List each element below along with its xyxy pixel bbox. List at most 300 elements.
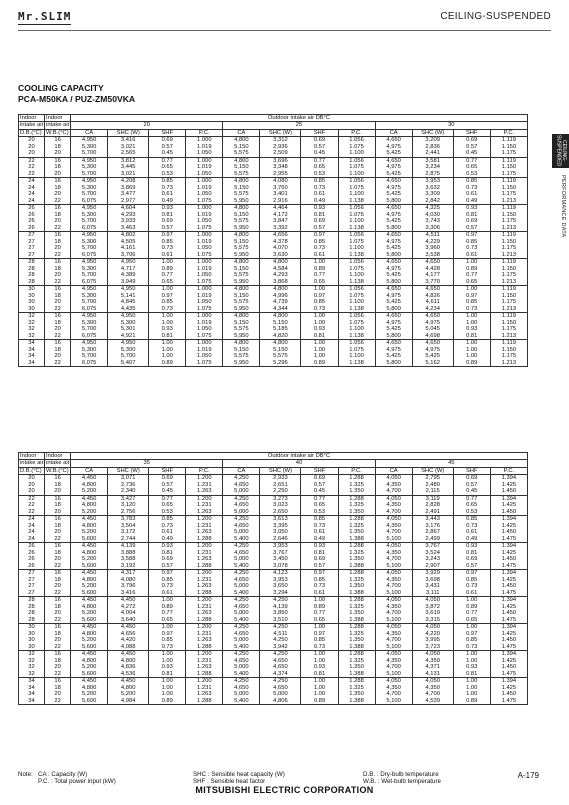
table-cell: 1.00 [149,353,186,360]
table-cell: 1.200 [186,624,223,631]
table-row [19,475,528,482]
table-cell: 4,975 [375,320,412,327]
table-cell: 3,477 [108,191,149,198]
table-cell: 4,293 [108,212,149,219]
table-cell: 4,700 [412,691,453,698]
table-cell: 3,619 [412,610,453,617]
table-cell: 2,509 [260,150,301,157]
table-cell: 0.61 [301,590,338,597]
table-cell: 5,600 [71,590,108,597]
table-cell: 4,250 [223,495,260,502]
table-cell: 4,378 [260,239,301,246]
table-cell: 28 [19,617,45,624]
table-cell: 1.050 [186,191,223,198]
header-col: SHF [453,467,490,474]
table-cell: 3,524 [412,550,453,557]
table-cell: 28 [19,597,45,604]
table-cell: 3,850 [260,610,301,617]
table-cell: 1.075 [186,306,223,313]
table-cell: 1.388 [338,698,375,705]
table-cell: 1.100 [338,299,375,306]
table-cell: 4,800 [223,340,260,347]
table-cell: 0.85 [149,178,186,185]
table-cell: 0.61 [301,191,338,198]
table-cell: 4,800 [223,286,260,293]
table-cell: 4,950 [71,313,108,320]
table-cell: 0.69 [149,475,186,482]
table-cell: 3,071 [108,475,149,482]
table-cell: 4,250 [223,516,260,523]
table-cell: 0.73 [301,185,338,192]
table-cell: 5,425 [375,150,412,157]
table-cell: 0.65 [453,502,490,509]
table-cell: 22 [45,671,71,678]
table-cell: 0.53 [149,509,186,516]
table-cell: 2,441 [412,150,453,157]
table-cell: 0.69 [453,137,490,144]
table-cell: 1.475 [490,617,527,624]
table-cell: 5,600 [71,644,108,651]
table-cell: 32 [19,313,45,320]
table-cell: 3,706 [108,252,149,259]
table-cell: 0.93 [301,205,338,212]
table-cell: 0.97 [453,232,490,239]
table-cell: 4,350 [375,502,412,509]
table-cell: 4,123 [260,570,301,577]
note-db: D.B. : Dry-bulb temperature [363,771,439,778]
table-cell: 5,575 [223,150,260,157]
table-cell: 1.00 [453,691,490,698]
table-cell: 0.45 [149,488,186,495]
table-cell: 22 [45,306,71,313]
table-cell: 2,916 [260,198,301,205]
table-cell: 1.350 [338,488,375,495]
table-cell: 1.288 [186,671,223,678]
table-cell: 5,000 [223,637,260,644]
table-cell: 0.65 [301,279,338,286]
table-cell: 22 [19,502,45,509]
table-cell: 1.075 [338,293,375,300]
table-cell: 4,139 [108,543,149,550]
header-outdoor-temp: 30 [375,122,527,129]
table-cell: 4,050 [375,543,412,550]
table-cell: 0.97 [301,631,338,638]
table-cell: 20 [45,353,71,360]
table-cell: 0.97 [149,232,186,239]
table-cell: 4,450 [71,516,108,523]
table-cell: 2,480 [412,482,453,489]
table-cell: 5,300 [71,144,108,151]
table-cell: 4,080 [260,178,301,185]
table-cell: 1.050 [186,171,223,178]
table-cell: 0.65 [453,164,490,171]
table-cell: 4,080 [108,577,149,584]
table-cell: 5,000 [223,556,260,563]
table-cell: 4,950 [71,232,108,239]
table-cell: 1.425 [490,604,527,611]
table-cell: 4,800 [108,658,149,665]
table-cell: 0.77 [301,272,338,279]
table-cell: 26 [19,543,45,550]
table-cell: 3,021 [108,144,149,151]
table-cell: 4,350 [412,685,453,692]
table-cell: 3,767 [260,550,301,557]
table-cell: 1.263 [186,509,223,516]
table-cell: 0.53 [453,171,490,178]
header-rule [18,30,551,31]
table-cell: 4,717 [108,266,149,273]
table-cell: 1.175 [490,272,527,279]
table-cell: 1.075 [338,164,375,171]
table-cell: 0.85 [149,577,186,584]
table-cell: 4,975 [375,185,412,192]
table-row [19,252,528,259]
table-cell: 30 [19,637,45,644]
table-cell: 1.150 [490,212,527,219]
header-col: SHF [301,467,338,474]
table-cell: 1.475 [490,671,527,678]
table-cell: 3,416 [108,137,149,144]
table-cell: 0.81 [149,671,186,678]
table-cell: 0.97 [149,631,186,638]
table-cell: 4,800 [71,482,108,489]
table-cell: 22 [19,157,45,164]
table-cell: 1.200 [186,651,223,658]
table-cell: 4,172 [260,212,301,219]
table-cell: 1.075 [338,239,375,246]
table-cell: 0.81 [301,333,338,340]
table-cell: 30 [19,306,45,313]
table-cell: 2,491 [412,509,453,516]
table-cell: 2,836 [412,144,453,151]
side-section-label: PERFORMANCE DATA [560,175,566,238]
table-cell: 5,800 [375,198,412,205]
table-cell: 0.53 [453,509,490,516]
table-cell: 1.00 [301,340,338,347]
table-cell: 5,300 [108,347,149,354]
table-cell: 0.89 [301,360,338,367]
table-cell: 0.61 [453,252,490,259]
table-cell: 34 [19,691,45,698]
table-cell: 1.138 [338,306,375,313]
table-cell: 5,700 [71,218,108,225]
table-cell: 4,435 [108,306,149,313]
table-cell: 1.388 [338,536,375,543]
table-cell: 0.77 [149,495,186,502]
table-cell: 27 [19,232,45,239]
table-cell: 1.288 [338,651,375,658]
table-cell: 0.93 [149,326,186,333]
table-cell: 22 [45,563,71,570]
table-cell: 0.85 [301,299,338,306]
table-cell: 3,312 [260,137,301,144]
header-indoor-db: Indoor [19,453,45,460]
title-line-1: COOLING CAPACITY [18,83,104,93]
table-cell: 0.89 [149,698,186,705]
table-cell: 3,995 [412,637,453,644]
table-row [19,590,528,597]
table-cell: 4,539 [412,698,453,705]
table-cell: 4,050 [375,516,412,523]
table-cell: 2,907 [412,563,453,570]
table-cell: 3,416 [108,590,149,597]
table-cell: 26 [19,212,45,219]
table-cell: 22 [45,279,71,286]
table-cell: 1.056 [338,178,375,185]
table-cell: 1.019 [186,144,223,151]
table-cell: 4,604 [108,205,149,212]
table-cell: 16 [45,313,71,320]
table-cell: 1.425 [490,631,527,638]
table-cell: 4,975 [375,164,412,171]
table-cell: 0.61 [301,529,338,536]
table-cell: 4,650 [375,286,412,293]
table-cell: 0.65 [301,502,338,509]
table-cell: 16 [45,624,71,631]
table-cell: 5,300 [108,320,149,327]
table-cell: 1.00 [301,353,338,360]
table-cell: 0.97 [301,570,338,577]
table-cell: 4,450 [71,495,108,502]
table-cell: 5,100 [375,617,412,624]
table-cell: 1.263 [186,583,223,590]
table-cell: 0.93 [453,205,490,212]
table-cell: 5,200 [71,637,108,644]
table-cell: 0.73 [453,245,490,252]
table-cell: 4,950 [108,259,149,266]
table-cell: 0.57 [149,144,186,151]
table-cell: 4,975 [375,266,412,273]
table-cell: 5,575 [260,353,301,360]
table-cell: 5,300 [71,266,108,273]
table-row [19,333,528,340]
table-cell: 0.73 [301,644,338,651]
table-cell: 1.150 [490,144,527,151]
table-cell: 1.119 [490,340,527,347]
table-cell: 4,975 [375,347,412,354]
table-cell: 1.288 [338,516,375,523]
table-cell: 6,075 [71,333,108,340]
table-cell: 4,950 [71,137,108,144]
table-cell: 1.231 [186,631,223,638]
table-cell: 4,584 [260,266,301,273]
table-cell: 5,600 [71,536,108,543]
header-indoor-wb: intake air [46,460,70,467]
table-cell: 0.73 [453,583,490,590]
table-cell: 0.77 [149,272,186,279]
table-cell: 20 [45,245,71,252]
table-cell: 2,977 [108,198,149,205]
table-cell: 1.075 [186,279,223,286]
table-cell: 3,933 [108,218,149,225]
table-cell: 0.77 [453,610,490,617]
table-cell: 1.350 [338,509,375,516]
table-cell: 2,499 [412,536,453,543]
header-col: SHC (W) [108,467,149,474]
table-cell: 1.325 [338,604,375,611]
table-row [19,286,528,293]
table-cell: 5,150 [223,293,260,300]
table-cell: 0.49 [149,198,186,205]
table-cell: 5,300 [71,212,108,219]
table-cell: 1.231 [186,577,223,584]
table-cell: 4,371 [412,664,453,671]
table-cell: 4,739 [260,299,301,306]
table-cell: 0.57 [301,563,338,570]
table-cell: 1.00 [453,685,490,692]
table-cell: 0.45 [301,150,338,157]
table-cell: 3,812 [108,157,149,164]
table-cell: 2,828 [412,502,453,509]
table-cell: 0.97 [149,293,186,300]
table-cell: 1.175 [490,150,527,157]
table-cell: 3,021 [108,171,149,178]
table-cell: 4,317 [108,570,149,577]
table-cell: 1.263 [186,610,223,617]
table-cell: 5,200 [71,664,108,671]
table-cell: 4,050 [412,624,453,631]
table-cell: 22 [45,252,71,259]
table-cell: 1.019 [186,320,223,327]
table-cell: 0.65 [301,164,338,171]
table-cell: 1.150 [490,293,527,300]
table-cell: 4,650 [223,631,260,638]
table-cell: 1.100 [338,191,375,198]
table-cell: 4,050 [375,651,412,658]
table-cell: 4,350 [375,577,412,584]
table-row [19,306,528,313]
table-cell: 3,348 [260,164,301,171]
table-cell: 22 [19,171,45,178]
table-cell: 32 [19,333,45,340]
table-cell: 0.89 [301,266,338,273]
table-cell: 1.325 [338,523,375,530]
table-cell: 1.150 [490,239,527,246]
table-cell: 0.65 [149,164,186,171]
table-cell: 0.73 [149,583,186,590]
table-cell: 1.100 [338,272,375,279]
table-row [19,137,528,144]
table-cell: 3,942 [260,644,301,651]
table-cell: 4,272 [108,604,149,611]
table-cell: 0.53 [301,171,338,178]
table-cell: 5,300 [71,164,108,171]
table-row [19,313,528,320]
table-cell: 1.075 [338,144,375,151]
table-cell: 1.050 [186,299,223,306]
table-cell: 2,795 [412,475,453,482]
table-cell: 2,933 [260,475,301,482]
header-outdoor-intake: Outdoor intake air DB°C [71,453,528,460]
table-cell: 5,800 [375,360,412,367]
table-cell: 1.425 [490,502,527,509]
table-cell: 4,650 [412,259,453,266]
table-cell: 0.45 [453,150,490,157]
cooling-capacity-table-1 [18,114,528,367]
table-cell: 4,450 [71,570,108,577]
table-cell: 20 [45,326,71,333]
table-cell: 1.00 [301,347,338,354]
table-cell: 2,736 [108,482,149,489]
table-cell: 0.77 [453,157,490,164]
table-cell: 0.89 [149,266,186,273]
table-cell: 3,120 [108,502,149,509]
table-cell: 1.056 [338,137,375,144]
header-indoor-db: D.B.(°C) [19,467,45,474]
table-cell: 5,575 [223,191,260,198]
table-cell: 1.425 [490,658,527,665]
table-cell: 1.000 [186,286,223,293]
table-cell: 0.61 [149,590,186,597]
table-row [19,509,528,516]
table-cell: 5,141 [108,293,149,300]
table-cell: 5,300 [71,320,108,327]
table-cell: 0.85 [301,516,338,523]
table-cell: 4,250 [223,651,260,658]
table-cell: 5,200 [108,691,149,698]
header-indoor-db: intake air [20,460,44,467]
table-cell: 0.69 [149,556,186,563]
table-cell: 1.288 [338,678,375,685]
note-shc: SHC : Sensible heat capacity (W) [193,771,285,778]
table-cell: 0.93 [301,543,338,550]
header-col: P.C. [338,467,375,474]
header-col: P.C. [338,129,375,136]
table-cell: 1.288 [338,570,375,577]
table-cell: 20 [45,637,71,644]
table-cell: 4,845 [108,299,149,306]
table-cell: 24 [19,529,45,536]
table-cell: 4,177 [412,272,453,279]
table-cell: 1.200 [186,516,223,523]
table-cell: 1.425 [490,685,527,692]
table-cell: 34 [19,353,45,360]
table-cell: 0.89 [149,360,186,367]
table-cell: 2,650 [260,509,301,516]
table-cell: 0.69 [149,137,186,144]
table-cell: 18 [45,604,71,611]
table-cell: 5,200 [71,610,108,617]
header-col: SHC (W) [412,467,453,474]
table-cell: 1.325 [338,658,375,665]
table-cell: 5,700 [71,191,108,198]
table-cell: 1.450 [490,610,527,617]
table-cell: 0.73 [149,185,186,192]
table-cell: 1.475 [490,698,527,705]
table-cell: 1.000 [186,340,223,347]
table-cell: 4,800 [71,658,108,665]
table-cell: 5,300 [71,347,108,354]
table-cell: 0.73 [453,644,490,651]
table-row [19,617,528,624]
table-cell: 4,950 [71,205,108,212]
table-cell: 0.73 [453,185,490,192]
table-cell: 0.49 [301,198,338,205]
table-cell: 4,250 [223,570,260,577]
table-cell: 1.263 [186,529,223,536]
table-cell: 5,162 [412,360,453,367]
table-cell: 18 [45,523,71,530]
table-cell: 4,650 [412,340,453,347]
table-cell: 5,000 [260,691,301,698]
table-cell: 1.119 [490,232,527,239]
table-cell: 4,975 [375,239,412,246]
side-tab[interactable]: CEILING-SUSPENDED [552,134,569,168]
header-indoor-wb: W.B.(°C) [46,129,69,136]
table-cell: 1.00 [149,286,186,293]
table-cell: 3,401 [260,191,301,198]
table-cell: 4,800 [108,685,149,692]
